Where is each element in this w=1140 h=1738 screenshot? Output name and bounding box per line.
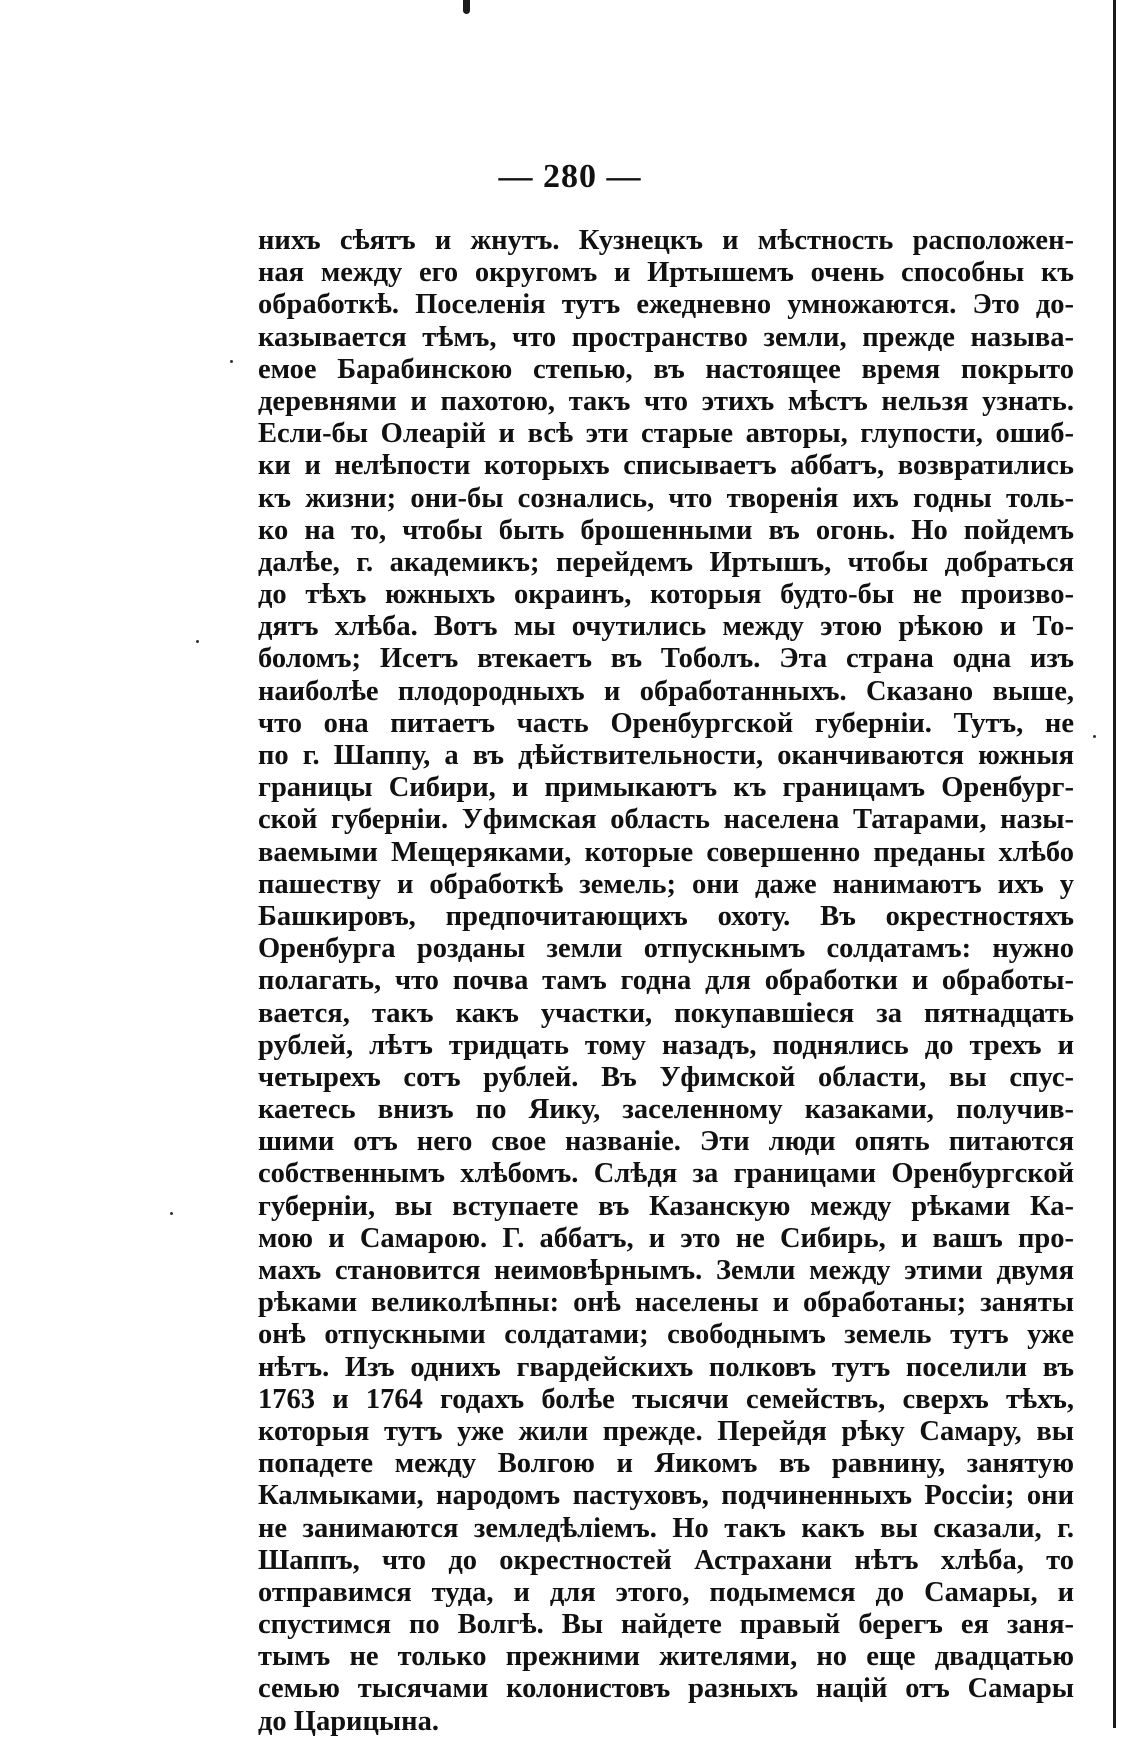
text-line: пашеству и обработкѣ земель; они даже нанимаютъ ихъ у [258,868,1074,900]
text-line: ваемыми Мещеряками, которые совершенно преданы хлѣбо [258,836,1074,868]
text-line: что она питаетъ часть Оренбургской губерніи. Тутъ, не [258,707,1074,739]
text-line: Если-бы Олеарій и всѣ эти старые авторы, глупости, ошиб- [258,418,1074,450]
text-line: которыя тутъ уже жили прежде. Перейдя рѣку Самару, вы [258,1415,1074,1447]
text-line: обработкѣ. Поселенія тутъ ежедневно умножаются. Это до- [258,289,1074,321]
text-line: 1763 и 1764 годахъ болѣе тысячи семействъ, сверхъ тѣхъ, [258,1383,1074,1415]
ink-speck [196,640,199,643]
scan-edge-rule [1113,0,1116,1728]
text-line: попадете между Волгою и Яикомъ въ равнину, занятую [258,1448,1074,1480]
text-line: собственнымъ хлѣбомъ. Слѣдя за границами Оренбургской [258,1158,1074,1190]
body-text [258,225,1074,1738]
text-line: наиболѣе плодородныхъ и обработанныхъ. Сказано выше, [258,675,1074,707]
ink-speck [170,1212,173,1215]
text-line: ко на то, чтобы быть брошенными въ огонь. Но пойдемъ [258,514,1074,546]
text-line: боломъ; Исетъ втекаетъ въ Тоболъ. Эта страна одна изъ [258,643,1074,675]
text-line: тымъ не только прежними жителями, но еще двадцатью [258,1641,1074,1673]
text-line: вается, такъ какъ участки, покупавшіеся за пятнадцать [258,997,1074,1029]
page-number: — 280 — [498,158,642,195]
text-line: Шаппъ, что до окрестностей Астрахани нѣтъ хлѣба, то [258,1544,1074,1576]
text-line: до Царицына. [258,1705,439,1737]
text-line: емое Барабинскою степью, въ настоящее время покрыто [258,353,1074,385]
text-line: нихъ сѣятъ и жнутъ. Кузнецкъ и мѣстность расположен- [258,225,1074,256]
text-line: полагать, что почва тамъ годна для обработки и обработы- [258,965,1074,997]
text-line: до тѣхъ южныхъ окраинъ, которыя будто-бы не произво- [258,579,1074,611]
text-line: каетесь внизъ по Яику, заселенному казаками, получив- [258,1094,1074,1126]
text-line: ная между его округомъ и Иртышемъ очень способны къ [258,257,1074,289]
text-line: спустимся по Волгѣ. Вы найдете правый берегъ ея заня- [258,1609,1074,1641]
ink-speck [230,360,233,363]
text-line: Оренбурга розданы земли отпускнымъ солдатамъ: нужно [258,933,1074,965]
ink-speck [1093,735,1096,738]
text-line: мою и Самарою. Г. аббатъ, и это не Сибирь, и вашъ про- [258,1222,1074,1254]
text-line: отправимся туда, и для этого, подымемся до Самары, и [258,1576,1074,1608]
text-line: махъ становится неимовѣрнымъ. Земли между этими двумя [258,1255,1074,1286]
text-line: далѣе, г. академикъ; перейдемъ Иртышъ, чтобы добраться [258,546,1074,578]
text-line: рѣками великолѣпны: онѣ населены и обработаны; заняты [258,1287,1074,1319]
text-line: шими отъ него свое названіе. Эти люди опять питаются [258,1126,1074,1158]
text-line: не занимаются земледѣліемъ. Но такъ какъ вы сказали, г. [258,1512,1074,1544]
text-line: нѣтъ. Изъ однихъ гвардейскихъ полковъ тутъ поселили въ [258,1351,1074,1383]
text-line: ской губерніи. Уфимская область населена Татарами, назы- [258,804,1074,836]
text-line: дятъ хлѣба. Вотъ мы очутились между этою рѣкою и То- [258,611,1074,643]
text-line: губерніи, вы вступаете въ Казанскую между рѣками Ка- [258,1190,1074,1222]
text-line: рублей, лѣтъ тридцать тому назадъ, поднялись до трехъ и [258,1029,1074,1061]
text-line: Калмыками, народомъ пастуховъ, подчиненныхъ Россіи; они [258,1480,1074,1512]
top-ink-mark [463,0,470,14]
text-line: деревнями и пахотою, такъ что этихъ мѣстъ нельзя узнать. [258,385,1074,417]
text-line: казывается тѣмъ, что пространство земли, прежде называ- [258,321,1074,353]
text-line: Башкировъ, предпочитающихъ охоту. Въ окрестностяхъ [258,900,1074,932]
text-line: по г. Шаппу, а въ дѣйствительности, оканчиваются южныя [258,740,1074,771]
text-line: границы Сибири, и примыкаютъ къ границамъ Оренбург- [258,772,1074,804]
text-line: четырехъ сотъ рублей. Въ Уфимской области, вы спус- [258,1061,1074,1093]
text-line: къ жизни; они-бы сознались, что творенія ихъ годны толь- [258,482,1074,514]
text-line: ки и нелѣпости которыхъ списываетъ аббатъ, возвратились [258,450,1074,482]
text-line: онѣ отпускными солдатами; свободнымъ земель тутъ уже [258,1319,1074,1351]
text-line: семью тысячами колонистовъ разныхъ націй отъ Самары [258,1673,1074,1705]
